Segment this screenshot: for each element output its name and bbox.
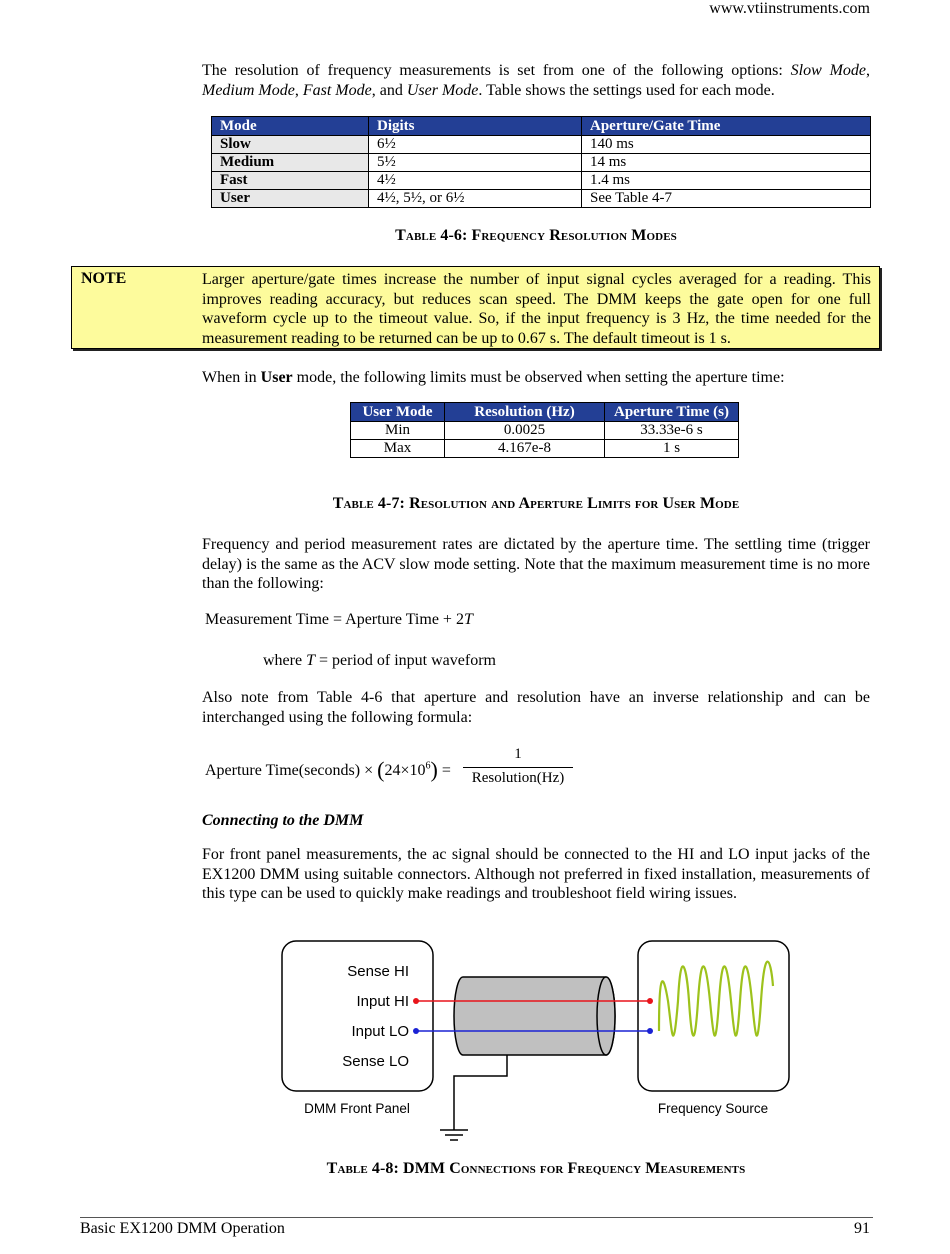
section-heading: Connecting to the DMM xyxy=(202,812,364,829)
user-mode-paragraph xyxy=(202,368,870,388)
user-mode-term: User Mode xyxy=(406,81,479,99)
input-hi-terminal xyxy=(413,998,419,1004)
user-mode-pre: When in xyxy=(202,369,261,386)
footer-title: Basic EX1200 DMM Operation xyxy=(80,1220,285,1237)
medium-mode-term: Medium Mode xyxy=(202,81,295,99)
note-text: Larger aperture/gate times increase the number of input signal cycles averaged for a reading. This improves reading accuracy, but reduces scan speed. The DMM keeps the gate open for one full waveform cycle up to the timeout value. So, if the input frequency is 3 Hz, the time needed for the measurement reading to be returned can be up to 0.67 s. The default timeout is 1 s. xyxy=(202,271,871,347)
column-header: Aperture/Gate Time xyxy=(582,117,871,136)
aperture-formula xyxy=(205,757,451,783)
where-line xyxy=(263,652,496,670)
table-cell: 0.0025 xyxy=(445,422,605,440)
intro-sep-3: , and xyxy=(371,81,407,99)
column-header: Mode xyxy=(212,117,369,136)
table-4-8-caption: Table 4-8: DMM Connections for Frequency Measurements xyxy=(326,1160,746,1177)
column-header: Aperture Time (s) xyxy=(605,403,739,422)
column-header: Digits xyxy=(369,117,582,136)
where-var: T xyxy=(306,652,315,669)
eq2-numerator: 1 xyxy=(514,746,522,762)
ground-lead xyxy=(454,1055,507,1130)
table-header-row xyxy=(351,403,739,422)
label-input-lo: Input LO xyxy=(351,1023,409,1040)
eq1-equals: = xyxy=(329,611,346,628)
measurement-time-equation xyxy=(205,611,473,629)
eq2-times: × xyxy=(364,762,374,779)
table-cell: Slow xyxy=(212,136,369,154)
slow-mode-term: Slow Mode xyxy=(790,62,867,79)
intro-sep-1: , xyxy=(866,62,871,79)
footer-rule xyxy=(80,1217,873,1218)
dmm-front-panel-caption: DMM Front Panel xyxy=(304,1101,410,1116)
table-cell: Medium xyxy=(212,154,369,172)
eq2-equals: = xyxy=(441,762,451,779)
table-row xyxy=(351,422,739,440)
column-header: Resolution (Hz) xyxy=(445,403,605,422)
table-row xyxy=(212,136,871,154)
intro-paragraph xyxy=(202,61,870,100)
eq1-plus: + 2 xyxy=(438,611,464,628)
inverse-paragraph: Also note from Table 4-6 that aperture and resolution have an inverse relationship and can be interchanged using the following formula: xyxy=(202,689,870,726)
table-cell: Fast xyxy=(212,172,369,190)
table-cell: 1 s xyxy=(605,440,739,458)
table-cell: 4½, 5½, or 6½ xyxy=(369,190,582,208)
intro-text-2: . Table shows the settings used for each mode. xyxy=(478,81,775,99)
eq2-paren-open: ( xyxy=(377,757,385,782)
source-hi-terminal xyxy=(647,998,653,1004)
table-cell: 4½ xyxy=(369,172,582,190)
eq1-var: T xyxy=(463,611,473,628)
input-lo-terminal xyxy=(413,1028,419,1034)
cable-end xyxy=(597,977,615,1055)
table-cell: See Table 4-7 xyxy=(582,190,871,208)
note-box xyxy=(71,266,880,349)
where-post: = period of input waveform xyxy=(315,652,496,669)
eq1-lhs: Measurement Time xyxy=(205,611,329,628)
user-mode-bold: User xyxy=(260,369,293,386)
table-row xyxy=(212,190,871,208)
user-mode-post: mode, the following limits must be observed when setting the aperture time: xyxy=(292,369,785,386)
header-url: www.vtiinstruments.com xyxy=(709,0,870,17)
table-cell: 14 ms xyxy=(582,154,871,172)
label-sense-lo: Sense LO xyxy=(342,1053,409,1070)
table-4-6-caption: Table 4-6: Frequency Resolution Modes xyxy=(395,227,677,244)
source-lo-terminal xyxy=(647,1028,653,1034)
table-cell: 5½ xyxy=(369,154,582,172)
note-label: NOTE xyxy=(81,270,127,287)
table-row xyxy=(212,154,871,172)
eq1-rhs: Aperture Time xyxy=(345,611,439,628)
intro-text-1: The resolution of frequency measurements is set from one of the following options: xyxy=(202,62,791,79)
connection-diagram xyxy=(270,930,810,1145)
page-number: 91 xyxy=(854,1220,870,1237)
label-input-hi: Input HI xyxy=(356,993,409,1010)
table-cell: User xyxy=(212,190,369,208)
cable-cylinder xyxy=(454,977,615,1055)
table-cell: 140 ms xyxy=(582,136,871,154)
fraction-bar xyxy=(463,767,573,768)
frequency-modes-table xyxy=(211,116,871,208)
table-cell: 33.33e-6 s xyxy=(605,422,739,440)
table-row xyxy=(212,172,871,190)
table-4-7-caption: Table 4-7: Resolution and Aperture Limits for User Mode xyxy=(332,495,740,512)
table-cell: Max xyxy=(351,440,445,458)
connect-paragraph: For front panel measurements, the ac signal should be connected to the HI and LO input jacks of the EX1200 DMM using suitable connectors. Although not preferred in fixed installation, measurements of this type can be used to quickly make readings and troubleshoot field wiring issues. xyxy=(202,846,870,902)
eq2-paren-close: ) xyxy=(430,757,438,782)
eq2-base: 24×10 xyxy=(384,762,426,779)
rates-paragraph: Frequency and period measurement rates are dictated by the aperture time. The settling time (trigger delay) is the same as the ACV slow mode setting. Note that the maximum measurement time is no more than the following: xyxy=(202,536,870,592)
eq2-lhs: Aperture Time(seconds) xyxy=(205,762,361,779)
eq2-exponent: 6 xyxy=(425,760,431,772)
frequency-source-caption: Frequency Source xyxy=(657,1101,769,1116)
table-row xyxy=(351,440,739,458)
column-header: User Mode xyxy=(351,403,445,422)
label-sense-hi: Sense HI xyxy=(347,963,409,980)
eq2-denominator: Resolution(Hz) xyxy=(471,770,565,786)
table-header-row xyxy=(212,117,871,136)
table-cell: 1.4 ms xyxy=(582,172,871,190)
where-pre: where xyxy=(263,652,307,669)
table-cell: Min xyxy=(351,422,445,440)
fast-mode-term: Fast Mode xyxy=(302,81,372,99)
table-cell: 4.167e-8 xyxy=(445,440,605,458)
intro-sep-2: , xyxy=(294,81,303,99)
table-cell: 6½ xyxy=(369,136,582,154)
user-mode-limits-table xyxy=(350,402,739,458)
